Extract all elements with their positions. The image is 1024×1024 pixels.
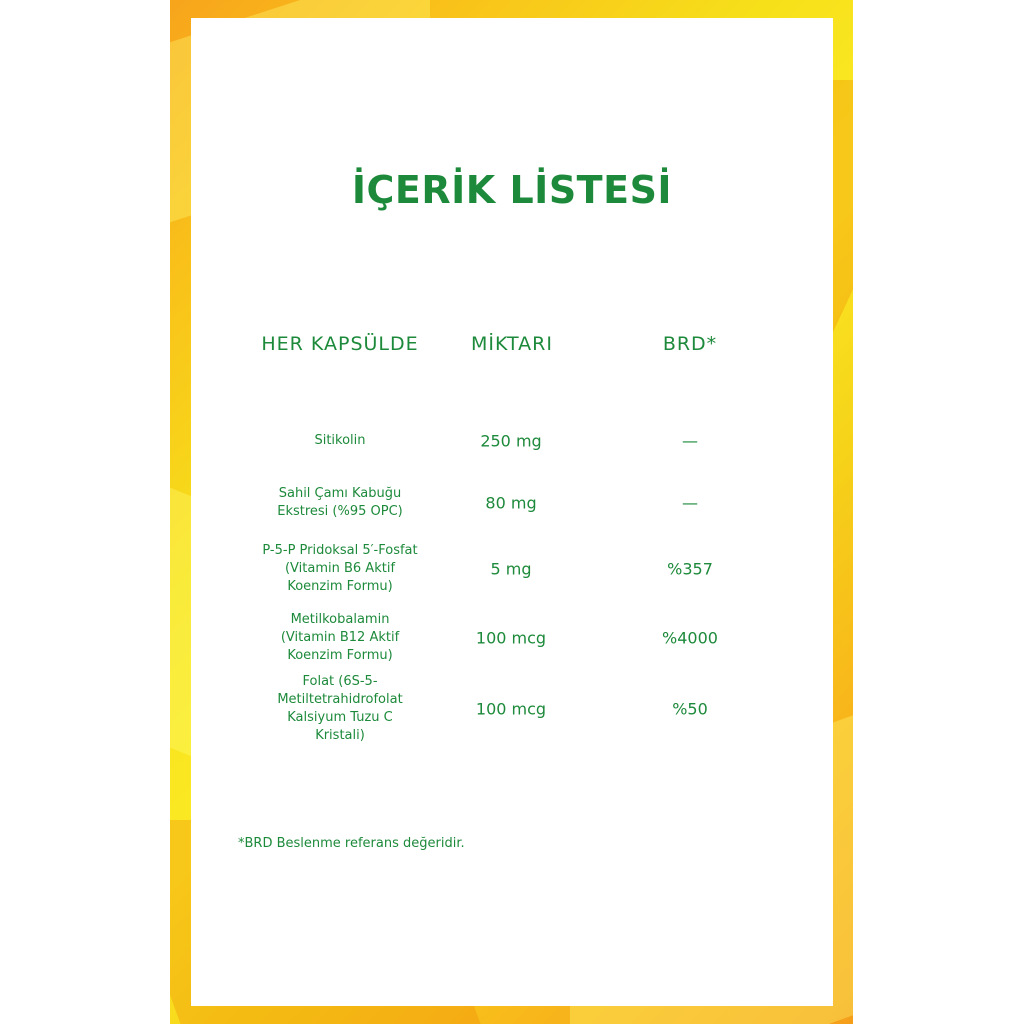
ingredient-amount: 5 mg [490, 559, 532, 579]
page-title: İÇERİK LİSTESİ [351, 168, 673, 212]
ingredient-brd: %50 [672, 699, 708, 719]
column-header-ingredient: HER KAPSÜLDE [261, 333, 419, 355]
ingredient-brd: %4000 [662, 628, 718, 648]
column-header-amount: MİKTARI [471, 333, 553, 355]
column-header-brd: BRD* [662, 333, 718, 355]
footnote: *BRD Beslenme referans değeridir. [238, 836, 465, 851]
ingredient-brd: %357 [667, 559, 713, 579]
ingredient-name: Sitikolin [314, 433, 366, 448]
ingredient-amount: 100 mcg [475, 699, 547, 719]
ingredient-name: Sahil Çamı Kabuğu Ekstresi (%95 OPC) [277, 486, 403, 519]
ingredient-amount: 100 mcg [475, 628, 547, 648]
ingredient-name: P-5-P Pridoksal 5′-Fosfat (Vitamin B6 Aktif Koenzim Formu) [262, 543, 418, 594]
ingredient-amount: 80 mg [485, 493, 537, 513]
ingredient-name: Folat (6S-5- Metiltetrahidrofolat Kalsiyum Tuzu C Kristali) [277, 674, 403, 743]
ingredient-brd: — [682, 493, 698, 513]
ingredient-name: Metilkobalamin (Vitamin B12 Aktif Koenzim Formu) [280, 612, 400, 663]
ingredient-amount: 250 mg [480, 431, 542, 451]
ingredient-brd: — [682, 431, 698, 451]
